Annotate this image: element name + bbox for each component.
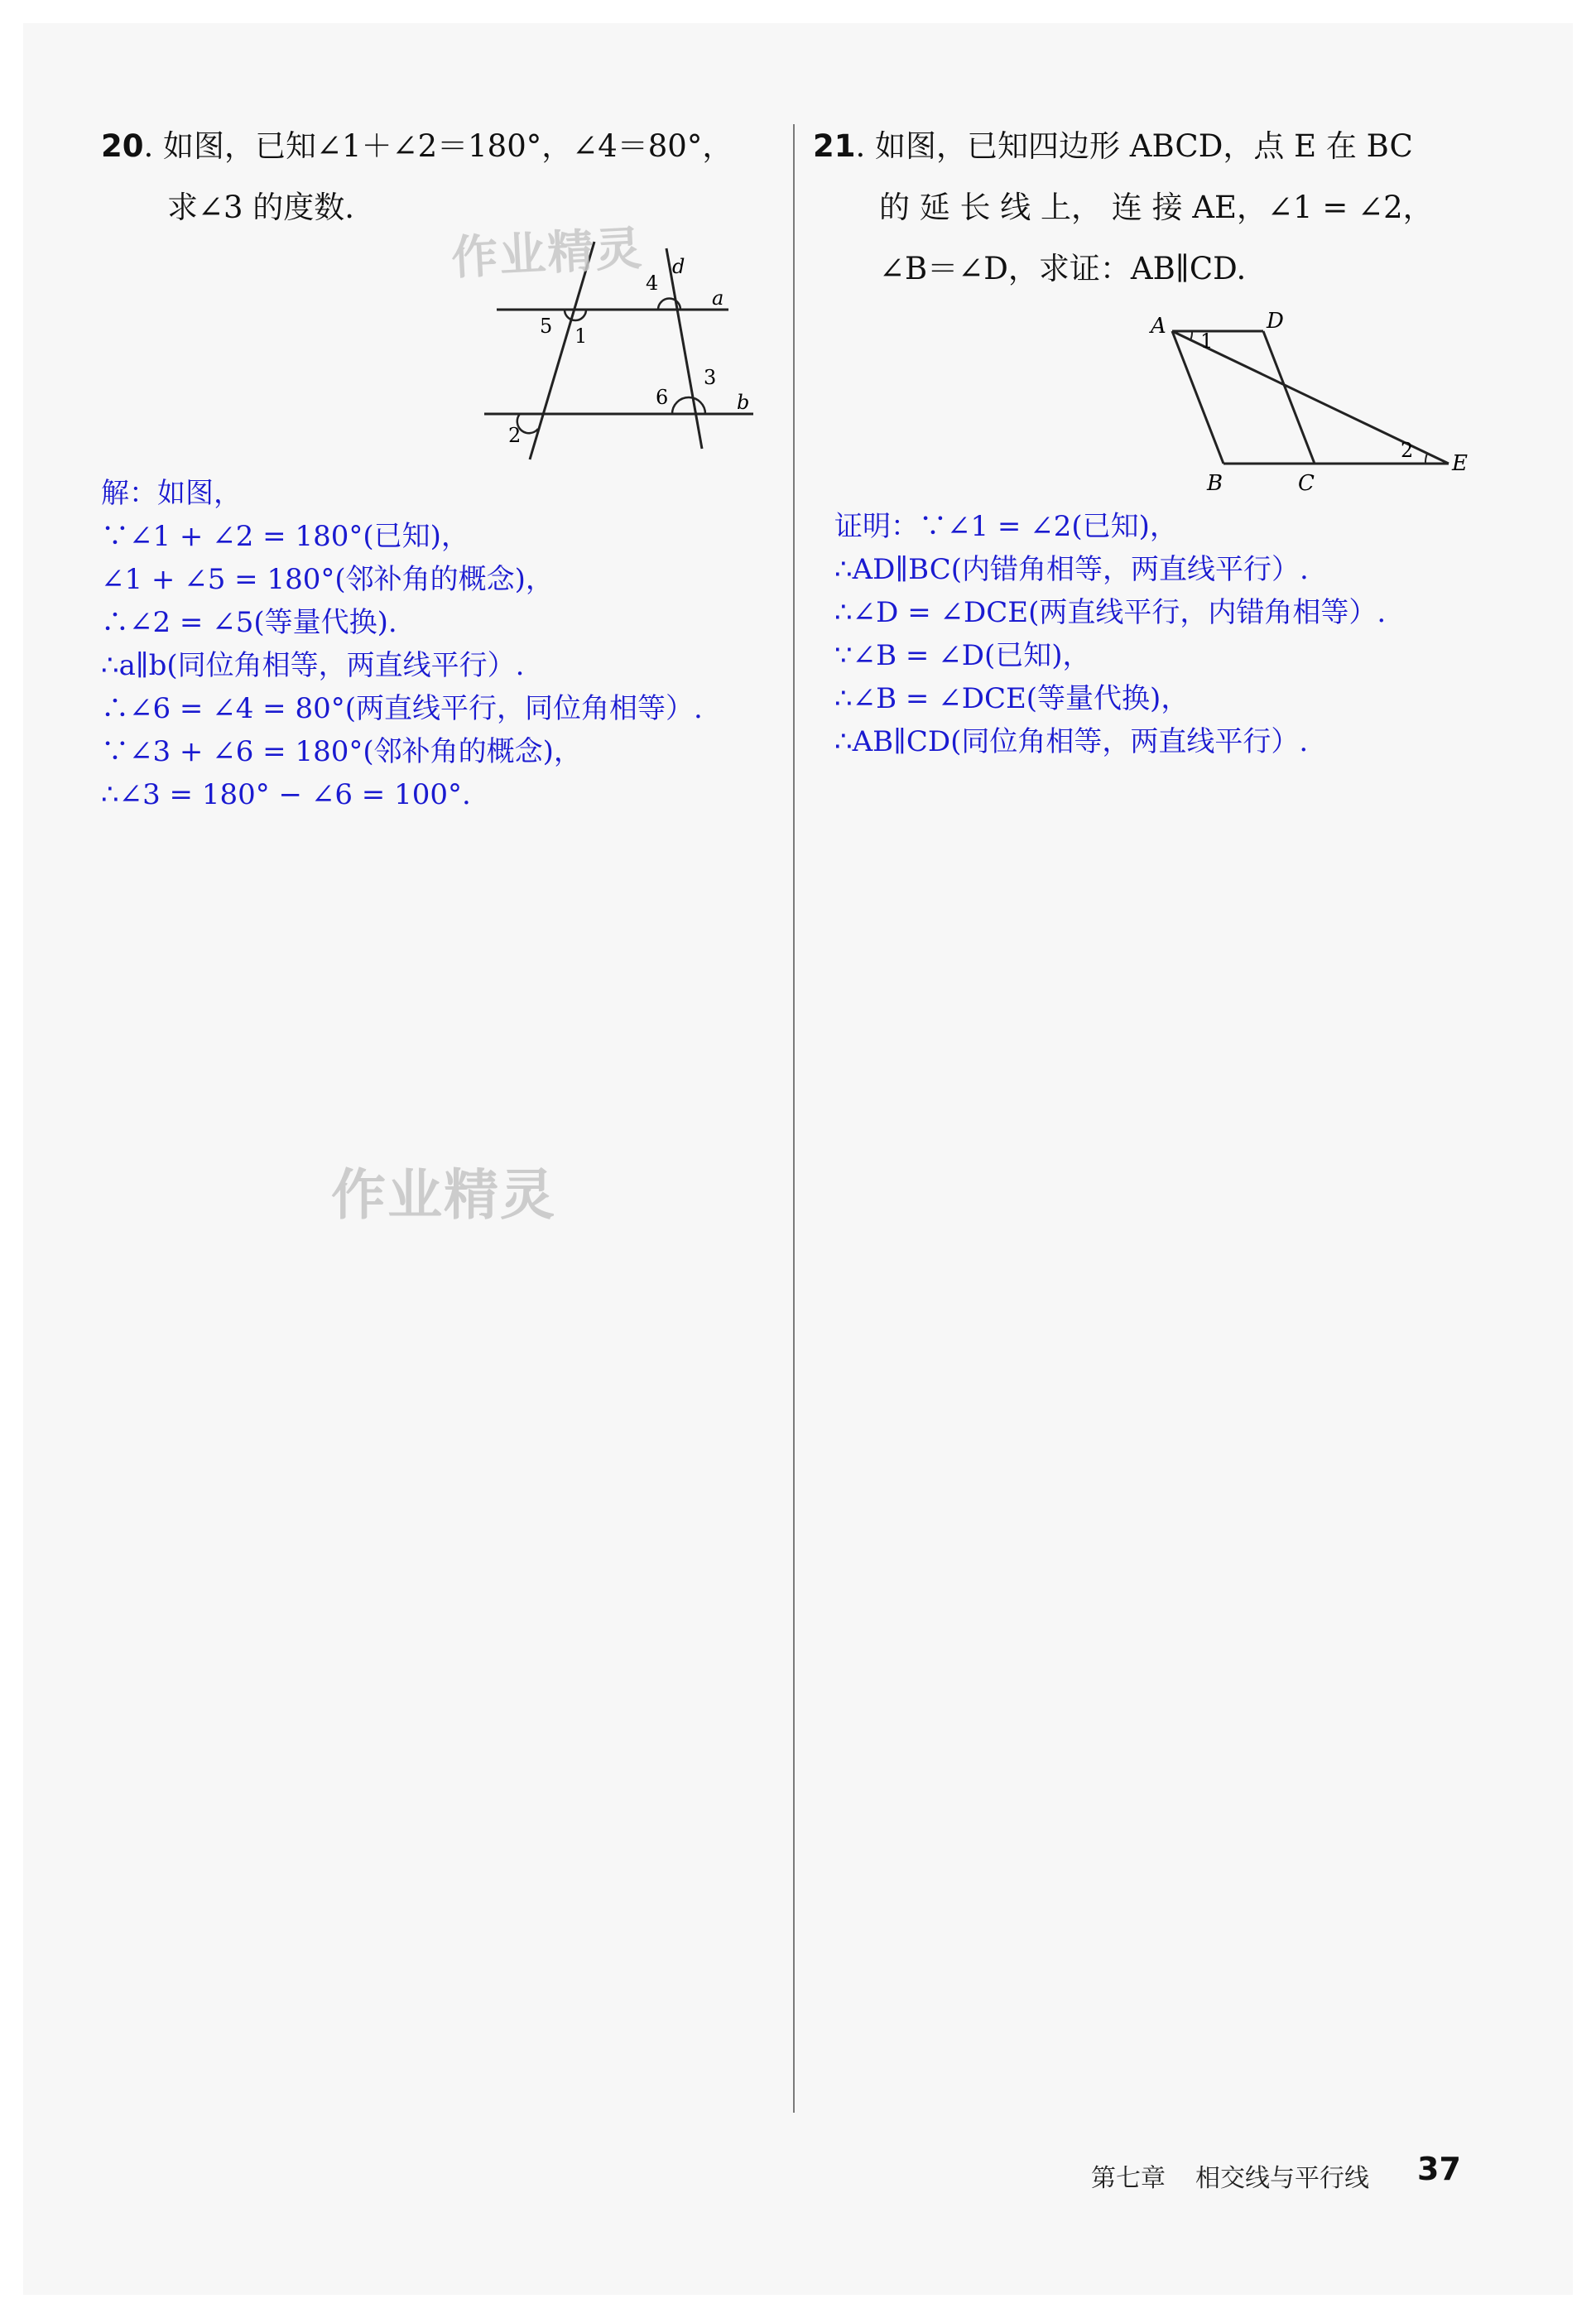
solution-21-line: ∴∠B = ∠DCE(等量代换)， (834, 682, 1190, 715)
solution-20-line: ∵∠1 + ∠2 = 180°(已知)， (101, 520, 469, 553)
problem-21 (813, 116, 1475, 300)
angle-arc-6 (672, 397, 705, 414)
solution-21-line: ∴∠D = ∠DCE(两直线平行，内错角相等）. (834, 596, 1387, 629)
label-2: 2 (1401, 439, 1414, 462)
watermark: 作业精灵 (331, 1163, 556, 1227)
problem-20-text1: . 如图，已知∠1＋∠2＝180°，∠4＝80°， (143, 128, 733, 164)
problem-20 (101, 116, 763, 238)
footer-chapter-title: 相交线与平行线 (1195, 2164, 1369, 2193)
page-number: 37 (1417, 2151, 1461, 2187)
footer-chapter: 第七章 (1091, 2164, 1166, 2193)
label-A: A (1151, 314, 1166, 339)
segment-DC (1263, 331, 1315, 464)
angle-arc-1 (1190, 331, 1192, 340)
label-5: 5 (540, 315, 553, 338)
solution-21-line: ∴AB∥CD(同位角相等，两直线平行）. (834, 725, 1309, 758)
solution-20-line: ∴∠2 = ∠5(等量代换). (101, 606, 397, 639)
solution-20-line: ∴∠6 = ∠4 = 80°(两直线平行，同位角相等）. (101, 692, 703, 725)
label-D: D (1267, 309, 1284, 334)
problem-21-number: 21 (813, 128, 856, 164)
label-6: 6 (656, 386, 669, 409)
label-2: 2 (508, 424, 522, 447)
label-d: d (672, 255, 685, 278)
problem-21-text1: . 如图，已知四边形 ABCD，点 E 在 BC (855, 128, 1413, 164)
label-a: a (712, 286, 724, 310)
problem-21-line3: ∠B＝∠D，求证：AB∥CD. (879, 251, 1247, 286)
problem-20-line1 (101, 116, 763, 177)
figure-21 (1142, 306, 1473, 505)
problem-21-line2: 的 延 长 线 上， 连 接 AE，∠1 = ∠2， (879, 190, 1434, 225)
solution-20-line: 解：如图， (101, 477, 242, 510)
problem-21-line1 (813, 116, 1475, 177)
label-B: B (1207, 471, 1223, 496)
solution-20 (101, 472, 703, 816)
label-4: 4 (646, 272, 659, 295)
problem-20-number: 20 (101, 128, 144, 164)
solution-20-line: ∴a∥b(同位角相等，两直线平行）. (101, 649, 525, 682)
solution-21-line: ∴AD∥BC(内错角相等，两直线平行）. (834, 553, 1309, 586)
angle-arc-1 (565, 310, 586, 320)
solution-21-line: 证明：∵∠1 = ∠2(已知)， (834, 510, 1178, 543)
problem-20-line2: 求∠3 的度数. (167, 190, 355, 225)
label-1: 1 (574, 325, 588, 348)
label-E: E (1452, 451, 1468, 476)
label-C: C (1298, 471, 1315, 496)
solution-20-line: ∠1 + ∠5 = 180°(邻补角的概念)， (101, 563, 554, 596)
solution-21-line: ∵∠B = ∠D(已知)， (834, 639, 1091, 672)
solution-20-line: ∵∠3 + ∠6 = 180°(邻补角的概念)， (101, 735, 582, 768)
angle-arc-2 (1425, 454, 1427, 464)
label-b: b (737, 391, 750, 414)
solution-21 (834, 505, 1386, 763)
label-3: 3 (704, 366, 717, 389)
watermark: 作业精灵 (449, 221, 645, 286)
column-divider (793, 124, 795, 2113)
label-1: 1 (1200, 329, 1214, 353)
solution-20-line: ∴∠3 = 180° − ∠6 = 100°. (101, 778, 471, 811)
line-d (666, 248, 702, 449)
